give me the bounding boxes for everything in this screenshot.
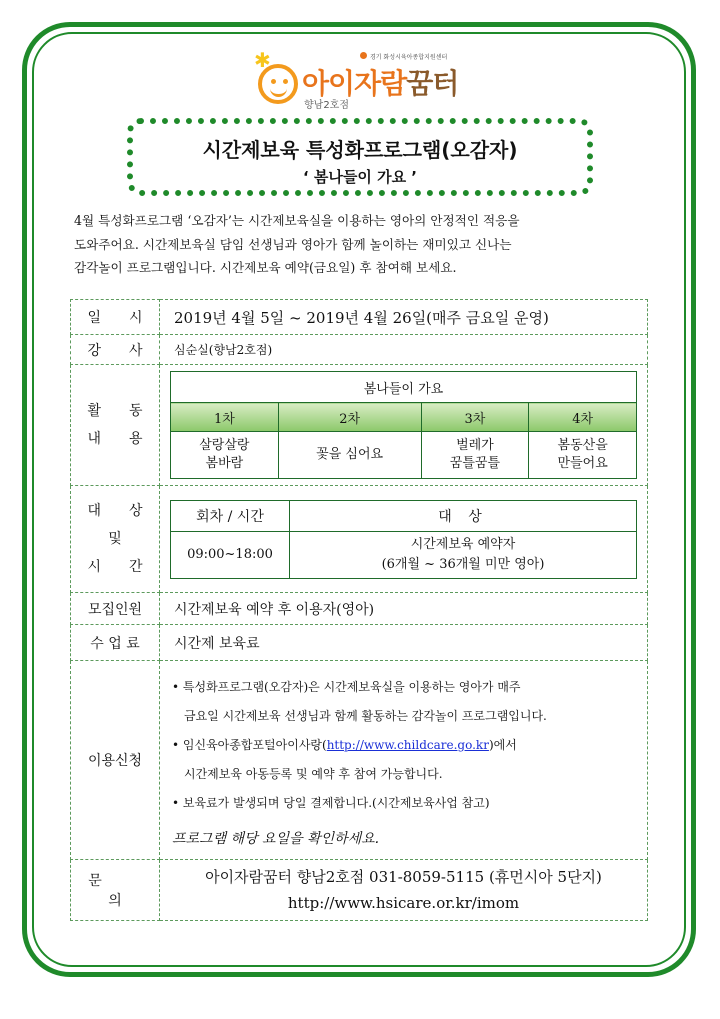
star-icon: ✱ (254, 48, 271, 72)
page-title: 시간제보육 특성화프로그램(오감자) (202, 138, 518, 162)
recruit-value: 시간제보육 예약 후 이용자(영아) (160, 593, 648, 625)
logo-branch: 향남2호점 (304, 100, 350, 111)
apply-cell (160, 661, 648, 860)
schedule-target-header: 대 상 (290, 500, 637, 531)
activity-1: 살랑살랑 봄바람 (171, 432, 279, 479)
target-row (71, 486, 648, 593)
teacher-label: 강사 (71, 335, 160, 365)
apply-item: • 임신육아종합포털아이사랑(http://www.childcare.go.kr)에서 (172, 737, 517, 752)
apply-item: • 특성화프로그램(오감자)은 시간제보육실을 이용하는 영아가 매주 (172, 679, 521, 694)
fee-row (71, 625, 648, 661)
intro-line: 감각놀이 프로그램입니다. 시간제보육 예약(금요일) 후 참여해 보세요. (74, 260, 457, 275)
step-4: 4차 (529, 403, 637, 432)
schedule-time-header: 회차 / 시간 (171, 500, 290, 531)
schedule-table (170, 500, 637, 579)
intro-line: 도와주어요. 시간제보육실 담임 선생님과 영아가 함께 놀이하는 재미있고 신나는 (74, 236, 512, 252)
contact-label: 문의 (71, 860, 160, 921)
apply-list (160, 673, 647, 818)
date-row (71, 300, 648, 335)
intro-paragraph (74, 209, 634, 280)
contact-info (160, 864, 647, 916)
target-cell (160, 486, 648, 593)
content-row (71, 365, 648, 486)
center-logo-icon (360, 52, 367, 59)
contact-cell (160, 860, 648, 921)
title-box (127, 118, 593, 196)
content-label: 활동 내용 (71, 365, 160, 486)
check-day-note: 프로그램 해당 요일을 확인하세요. (172, 830, 380, 847)
logo-name: 아이자람꿈터 (302, 67, 459, 100)
apply-item: • 보육료가 발생되며 당일 결제합니다.(시간제보육사업 참고) (172, 795, 490, 810)
step-2: 2차 (278, 403, 421, 432)
content-cell (160, 365, 648, 486)
apply-item-cont: 금요일 시간제보육 선생님과 함께 활동하는 감각놀이 프로그램입니다. (184, 708, 547, 723)
apply-row (71, 661, 648, 860)
smiley-icon (258, 64, 298, 104)
schedule-time: 09:00~18:00 (171, 531, 290, 578)
apply-label: 이용신청 (71, 661, 160, 860)
recruit-row (71, 593, 648, 625)
activity-4: 봄동산을 만들어요 (529, 432, 637, 479)
fee-value: 시간제 보육료 (160, 625, 648, 661)
recruit-label: 모집인원 (71, 593, 160, 625)
activity-table (170, 371, 637, 479)
logo (252, 50, 492, 112)
info-table (70, 299, 648, 921)
teacher-row (71, 335, 648, 365)
step-3: 3차 (421, 403, 529, 432)
contact-phone: 아이자람꿈터 향남2호점 031-8059-5115 (휴먼시아 5단지) (205, 868, 602, 886)
page-subtitle: ‘ 봄나들이 가요 ’ (302, 168, 417, 186)
target-label: 대상 및 시간 (71, 486, 160, 593)
logo-center-name: 경기 화성시육아종합지원센터 (370, 54, 448, 61)
fee-label: 수 업 료 (71, 625, 160, 661)
date-label: 일시 (71, 300, 160, 335)
apply-item-cont: 시간제보육 아동등록 및 예약 후 참여 가능합니다. (184, 766, 443, 781)
activity-3: 벌레가 꿈틀꿈틀 (421, 432, 529, 479)
intro-line: 4월 특성화프로그램 ‘오감자’는 시간제보육실을 이용하는 영아의 안정적인 적응을 (74, 213, 520, 228)
activity-header: 봄나들이 가요 (171, 372, 637, 403)
step-1: 1차 (171, 403, 279, 432)
teacher-value: 심순실(향남2호점) (160, 335, 648, 365)
date-value: 2019년 4월 5일 ~ 2019년 4월 26일(매주 금요일 운영) (160, 300, 648, 335)
activity-2: 꽃을 심어요 (278, 432, 421, 479)
contact-row (71, 860, 648, 921)
contact-url: http://www.hsicare.or.kr/imom (287, 894, 520, 912)
childcare-link[interactable]: http://www.childcare.go.kr (326, 737, 489, 752)
schedule-target: 시간제보육 예약자 (6개월 ~ 36개월 미만 영아) (290, 531, 637, 578)
